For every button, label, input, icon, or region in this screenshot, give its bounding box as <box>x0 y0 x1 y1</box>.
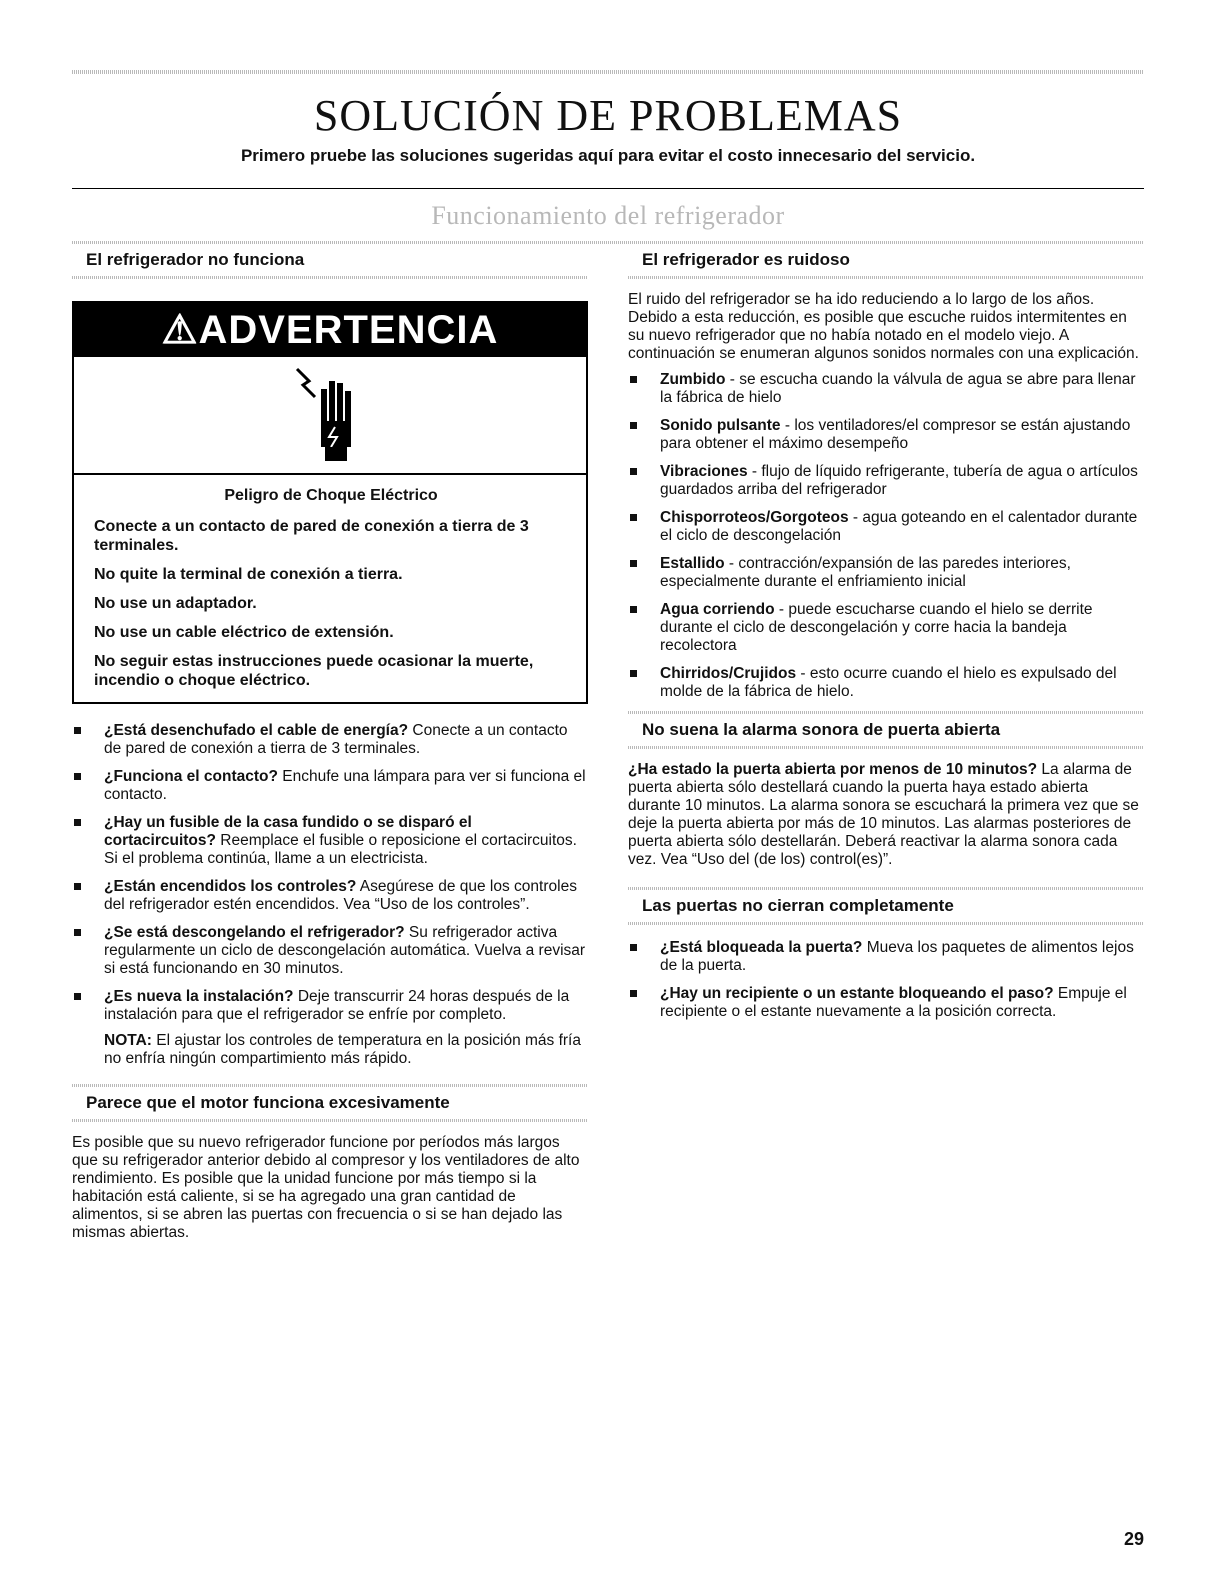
warning-banner <box>74 303 586 357</box>
list-item-question: Vibraciones <box>660 463 748 481</box>
left-column <box>72 244 588 1242</box>
section-title: Funcionamiento del refrigerador <box>431 201 785 231</box>
electric-shock-hand-icon <box>74 357 586 475</box>
list-item-answer: - agua goteando en el calentador durante el ciclo de descongelación <box>660 509 1138 545</box>
page-title: SOLUCIÓN DE PROBLEMAS <box>313 91 903 140</box>
list-item <box>628 939 1144 975</box>
list-item-answer: Mueva los paquetes de alimentos lejos de la puerta. <box>660 939 1134 975</box>
list-item-answer: Empuje el recipiente o el estante nuevamente a la posición correcta. <box>660 985 1127 1021</box>
ruidoso-list <box>628 371 1144 701</box>
manual-page <box>72 70 1144 1550</box>
list-item-question: ¿Funciona el contacto? <box>104 768 278 786</box>
list-item <box>72 814 588 868</box>
list-item <box>628 665 1144 701</box>
warning-body <box>74 475 586 702</box>
list-item-question: ¿Está bloqueada la puerta? <box>660 939 863 957</box>
subhead-rule <box>72 1119 588 1122</box>
list-item-answer: Conecte a un contacto de pared de conexión a tierra de 3 terminales. <box>104 722 568 758</box>
list-item-answer: - puede escucharse cuando el hielo se derrite durante el ciclo de descongelación y corre hacia la bandeja recolectora <box>660 601 1093 655</box>
list-item-question: ¿Está desenchufado el cable de energía? <box>104 722 409 740</box>
list-item-question: Chirridos/Crujidos <box>660 665 797 683</box>
warning-box <box>72 301 588 704</box>
no-funciona-list <box>72 722 588 1024</box>
warning-triangle-icon: ⚠ <box>161 308 199 353</box>
list-item-question: ¿Es nueva la instalación? <box>104 988 294 1006</box>
list-item-answer: - esto ocurre cuando el hielo es expulsado del molde de la fábrica de hielo. <box>660 665 1117 701</box>
heading-ruidoso: El refrigerador es ruidoso <box>642 250 850 270</box>
warning-banner-text: ADVERTENCIA <box>198 308 499 353</box>
note <box>72 1032 588 1068</box>
list-item-answer: Reemplace el fusible o reposicione el cortacircuitos. Si el problema continúa, llame a un electricista. <box>104 832 577 868</box>
subhead-rule <box>628 922 1144 925</box>
content-columns <box>72 244 1144 1242</box>
list-item-answer: Asegúrese de que los controles del refrigerador estén encendidos. Vea “Uso de los controles”. <box>104 878 577 914</box>
list-item-question: Zumbido <box>660 371 726 389</box>
list-item-question: ¿Hay un recipiente o un estante bloqueando el paso? <box>660 985 1054 1003</box>
warning-line: No use un cable eléctrico de extensión. <box>94 624 394 642</box>
alarma-question: ¿Ha estado la puerta abierta por menos de 10 minutos? <box>628 761 1038 779</box>
warning-line: Conecte a un contacto de pared de conexión a tierra de 3 terminales. <box>94 518 529 555</box>
list-item <box>628 463 1144 499</box>
list-item-question: ¿Hay un fusible de la casa fundido o se disparó el cortacircuitos? <box>104 814 472 850</box>
list-item <box>628 417 1144 453</box>
list-item <box>628 509 1144 545</box>
alarma-text <box>628 761 1144 869</box>
warning-hazard: Peligro de Choque Eléctrico <box>224 487 438 505</box>
list-item <box>72 988 588 1024</box>
ruidoso-intro: El ruido del refrigerador se ha ido reduciendo a lo largo de los años. Debido a esta reducción, es posible que escuche ruidos intermitentes en su nuevo refrigerador que no había notado en el modelo viejo. A continuación se enumeran algunos sonidos normales con una explicación. <box>628 291 1139 363</box>
puertas-list <box>628 939 1144 1021</box>
note-text: El ajustar los controles de temperatura en la posición más fría no enfría ningún compartimiento más rápido. <box>104 1032 581 1068</box>
heading-no-funciona: El refrigerador no funciona <box>86 250 305 270</box>
page-subtitle: Primero pruebe las soluciones sugeridas aquí para evitar el costo innecesario del servicio. <box>240 146 976 166</box>
list-item-answer: Su refrigerador activa regularmente un ciclo de descongelación automática. Vuelva a revisar si está funcionando en 30 minutos. <box>104 924 586 978</box>
subhead-rule <box>628 746 1144 749</box>
warning-line: No quite la terminal de conexión a tierra. <box>94 566 403 584</box>
note-label: NOTA: <box>104 1032 152 1050</box>
list-item-question: ¿Están encendidos los controles? <box>104 878 357 896</box>
heading-alarma: No suena la alarma sonora de puerta abierta <box>642 720 1001 740</box>
list-item-answer: Enchufe una lámpara para ver si funciona el contacto. <box>104 768 586 804</box>
right-column <box>628 244 1144 1242</box>
list-item-answer: - contracción/expansión de las paredes interiores, especialmente durante el enfriamiento inicial <box>660 555 1071 591</box>
list-item-answer: - se escucha cuando la válvula de agua se abre para llenar la fábrica de hielo <box>660 371 1136 407</box>
subhead-rule <box>628 276 1144 279</box>
list-item <box>628 555 1144 591</box>
alarma-answer: La alarma de puerta abierta sólo destellará cuando la puerta haya estado abierta durante 10 minutos. La alarma sonora se escuchará la primera vez que se deje la puerta abierta por más de 10 minutos. Las alarmas posteriores de puerta abierta sólo destellarán. Deberá reactivar la alarma sonora cada vez. Vea “Uso del (de los) control(es)”. <box>628 761 1139 869</box>
list-item-question: Estallido <box>660 555 725 573</box>
subhead-rule <box>72 276 588 279</box>
list-item-answer: - flujo de líquido refrigerante, tubería de agua o artículos guardados arriba del refrigerador <box>660 463 1138 499</box>
list-item <box>72 722 588 758</box>
list-item-question: Chisporroteos/Gorgoteos <box>660 509 849 527</box>
list-item-answer: - los ventiladores/el compresor se están ajustando para obtener el máximo desempeño <box>660 417 1131 453</box>
list-item <box>72 768 588 804</box>
motor-text: Es posible que su nuevo refrigerador funcione por períodos más largos que su refrigerador anterior debido al compresor y los ventiladores de alto rendimiento. Es posible que la unidad funcione por más tiempo si la habitación está caliente, si se ha agregado una gran cantidad de alimentos, si se abren las puertas con frecuencia o si se han dejado las mismas abiertas. <box>72 1134 580 1242</box>
header-rule <box>72 188 1144 189</box>
list-item <box>628 371 1144 407</box>
heading-puertas: Las puertas no cierran completamente <box>642 896 954 916</box>
warning-line: No seguir estas instrucciones puede ocasionar la muerte, incendio o choque eléctrico. <box>94 653 534 690</box>
list-item-question: ¿Se está descongelando el refrigerador? <box>104 924 405 942</box>
top-dotted-rule <box>72 70 1144 74</box>
list-item <box>628 985 1144 1021</box>
heading-motor: Parece que el motor funciona excesivamente <box>86 1093 450 1113</box>
list-item <box>72 878 588 914</box>
warning-line: No use un adaptador. <box>94 595 257 613</box>
list-item <box>628 601 1144 655</box>
list-item <box>72 924 588 978</box>
list-item-question: Agua corriendo <box>660 601 775 619</box>
list-item-question: Sonido pulsante <box>660 417 781 435</box>
list-item-answer: Deje transcurrir 24 horas después de la instalación para que el refrigerador se enfríe por completo. <box>104 988 570 1024</box>
page-number: 29 <box>1123 1529 1144 1549</box>
